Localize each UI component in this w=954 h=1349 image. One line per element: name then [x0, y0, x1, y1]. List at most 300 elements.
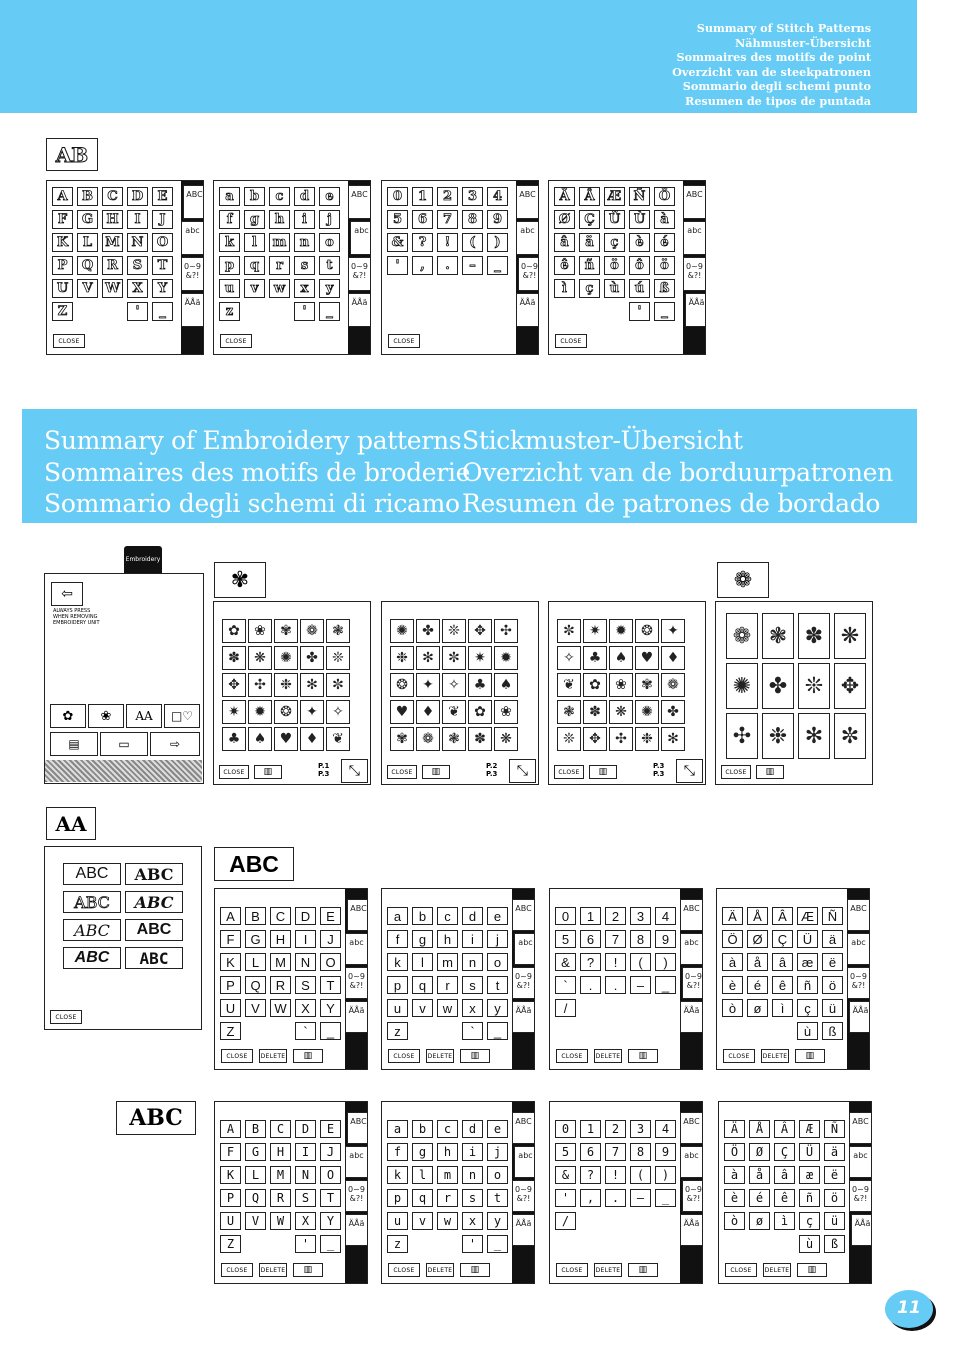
char-key[interactable]: V — [77, 279, 98, 298]
char-key[interactable]: & — [555, 1166, 576, 1184]
char-key[interactable]: b — [412, 1120, 433, 1138]
char-key[interactable]: ä — [824, 1143, 845, 1161]
char-key[interactable]: ç — [797, 999, 818, 1017]
pattern-cell[interactable]: ✣ — [248, 673, 272, 697]
char-key[interactable]: ì — [554, 279, 575, 298]
floral-category-icon[interactable]: ✾ — [214, 562, 266, 598]
char-key[interactable]: – — [630, 1189, 651, 1207]
bouquet-cell[interactable]: ✥ — [834, 663, 866, 709]
pattern-cell[interactable]: ✺ — [635, 700, 659, 724]
tab-0[interactable]: ABC — [347, 899, 368, 931]
pattern-cell[interactable]: ❀ — [248, 619, 272, 643]
pattern-cell[interactable]: ♣ — [468, 673, 492, 697]
char-key[interactable]: ë — [824, 1166, 845, 1184]
char-key[interactable]: m — [269, 233, 290, 252]
memory-icon[interactable]: ▥ — [797, 1263, 827, 1277]
char-key[interactable]: i — [462, 1143, 483, 1161]
char-key[interactable]: I — [295, 930, 316, 948]
char-key[interactable]: ì — [774, 1212, 795, 1230]
pattern-cell[interactable]: ❉ — [635, 727, 659, 751]
char-key[interactable]: Ø — [749, 1143, 770, 1161]
abc-font-button-2[interactable]: ABC — [116, 1101, 196, 1135]
char-key[interactable]: J — [320, 1143, 341, 1161]
pattern-cell[interactable]: ❋ — [609, 700, 633, 724]
char-key[interactable]: N — [295, 1166, 316, 1184]
char-key[interactable]: j — [487, 930, 508, 948]
char-key[interactable]: s — [462, 976, 483, 994]
bouquet-cell[interactable]: ✽ — [798, 613, 830, 659]
tab-3[interactable]: ÄÅä — [348, 293, 370, 327]
char-key[interactable]: â — [554, 233, 575, 252]
char-key[interactable]: P — [220, 1189, 241, 1207]
bouquet-cell[interactable]: ❊ — [798, 663, 830, 709]
memory-icon[interactable]: ▥ — [460, 1263, 490, 1277]
char-key[interactable]: w — [269, 279, 290, 298]
char-key[interactable]: Q — [77, 256, 98, 275]
char-key[interactable]: f — [219, 210, 240, 229]
char-key[interactable]: R — [270, 976, 291, 994]
char-key[interactable]: ` — [295, 1022, 316, 1040]
pattern-cell[interactable]: ✤ — [300, 646, 324, 670]
char-key[interactable]: ç — [579, 279, 600, 298]
char-key[interactable]: , — [580, 1189, 601, 1207]
char-key[interactable]: _ — [487, 256, 508, 275]
pattern-cell[interactable]: ❀ — [494, 700, 518, 724]
char-key[interactable]: ? — [580, 953, 601, 971]
char-key[interactable]: Â — [774, 1120, 795, 1138]
char-key[interactable]: W — [270, 999, 291, 1017]
close-button[interactable]: CLOSE — [554, 765, 584, 779]
char-key[interactable]: U — [52, 279, 73, 298]
char-key[interactable]: ù — [604, 279, 625, 298]
pattern-cell[interactable]: ✤ — [416, 619, 440, 643]
char-key[interactable]: B — [77, 187, 98, 206]
char-key[interactable]: 8 — [462, 210, 483, 229]
char-key[interactable]: v — [412, 1212, 433, 1230]
char-key[interactable]: S — [295, 1189, 316, 1207]
bouquet-category-icon[interactable]: ❁ — [717, 562, 769, 598]
char-key[interactable]: _ — [487, 1235, 508, 1253]
char-key[interactable]: Ö — [722, 930, 743, 948]
close-button[interactable]: CLOSE — [556, 1049, 588, 1063]
delete-button[interactable]: DELETE — [426, 1049, 454, 1063]
close-button[interactable]: CLOSE — [221, 1049, 253, 1063]
char-key[interactable]: M — [270, 1166, 291, 1184]
char-key[interactable]: 3 — [630, 1120, 651, 1138]
char-key[interactable]: Ü — [797, 930, 818, 948]
char-key[interactable]: K — [220, 1166, 241, 1184]
char-key[interactable]: â — [774, 1166, 795, 1184]
delete-button[interactable]: DELETE — [594, 1049, 622, 1063]
ab-font-button[interactable]: AB — [46, 138, 98, 171]
char-key[interactable]: Ä — [722, 907, 743, 925]
close-button[interactable]: CLOSE — [388, 334, 420, 348]
tab-2[interactable]: 0~9 &?! — [348, 257, 370, 291]
tab-3[interactable]: ÄÅä — [680, 1214, 702, 1246]
char-key[interactable]: k — [387, 1166, 408, 1184]
char-key[interactable]: Æ — [799, 1120, 820, 1138]
char-key[interactable]: ù — [799, 1235, 820, 1253]
close-button[interactable]: CLOSE — [556, 1263, 588, 1277]
char-key[interactable]: M — [102, 233, 123, 252]
char-key[interactable]: c — [269, 187, 290, 206]
char-key[interactable]: D — [127, 187, 148, 206]
char-key[interactable]: & — [555, 953, 576, 971]
char-key[interactable]: r — [437, 1189, 458, 1207]
pattern-cell[interactable]: ✾ — [390, 727, 414, 751]
tab-2[interactable]: 0~9 &?! — [849, 1180, 871, 1212]
char-key[interactable]: ß — [822, 1022, 843, 1040]
char-key[interactable]: i — [294, 210, 315, 229]
tab-1[interactable]: abc — [683, 221, 705, 255]
pattern-cell[interactable]: ♣ — [583, 646, 607, 670]
char-key[interactable]: b — [244, 187, 265, 206]
pattern-cell[interactable]: ❂ — [390, 673, 414, 697]
char-key[interactable]: X — [295, 1212, 316, 1230]
delete-button[interactable]: DELETE — [594, 1263, 622, 1277]
char-key[interactable]: _ — [655, 1189, 676, 1207]
char-key[interactable]: x — [294, 279, 315, 298]
char-key[interactable]: ß — [824, 1235, 845, 1253]
char-key[interactable]: & — [387, 233, 408, 252]
char-key[interactable]: j — [319, 210, 340, 229]
char-key[interactable]: B — [245, 1120, 266, 1138]
char-key[interactable]: ë — [822, 953, 843, 971]
char-key[interactable]: B — [245, 907, 266, 925]
char-key[interactable]: E — [152, 187, 173, 206]
char-key[interactable]: ø — [747, 999, 768, 1017]
memory-icon[interactable]: ▥ — [756, 765, 784, 779]
pattern-cell[interactable]: ✹ — [248, 700, 272, 724]
char-key[interactable]: 9 — [487, 210, 508, 229]
char-key[interactable]: Ù — [629, 210, 650, 229]
char-key[interactable]: J — [320, 930, 341, 948]
close-button[interactable]: CLOSE — [723, 1049, 755, 1063]
char-key[interactable]: ê — [774, 1189, 795, 1207]
font-style-button[interactable]: ABC — [125, 947, 183, 969]
char-key[interactable]: 7 — [605, 1143, 626, 1161]
char-key[interactable]: ) — [655, 953, 676, 971]
char-key[interactable]: x — [462, 999, 483, 1017]
tab-1[interactable]: abc — [680, 1146, 702, 1178]
char-key[interactable]: u — [387, 999, 408, 1017]
char-key[interactable]: w — [437, 999, 458, 1017]
char-key[interactable]: ú — [629, 279, 650, 298]
char-key[interactable]: , — [412, 256, 433, 275]
char-key[interactable]: _ — [320, 1022, 341, 1040]
pattern-cell[interactable]: ✷ — [583, 619, 607, 643]
char-key[interactable]: V — [245, 999, 266, 1017]
char-key[interactable]: ? — [580, 1166, 601, 1184]
pattern-cell[interactable]: ❊ — [442, 619, 466, 643]
char-key[interactable]: A — [220, 907, 241, 925]
char-key[interactable]: ò — [722, 999, 743, 1017]
char-key[interactable]: _ — [487, 1022, 508, 1040]
pattern-cell[interactable]: ✣ — [609, 727, 633, 751]
char-key[interactable]: W — [102, 279, 123, 298]
char-key[interactable]: 5 — [555, 930, 576, 948]
char-key[interactable]: ' — [629, 302, 650, 321]
tab-3[interactable]: ÄÅä — [516, 293, 538, 327]
close-button[interactable]: CLOSE — [725, 1263, 757, 1277]
pattern-cell[interactable]: ❂ — [274, 700, 298, 724]
char-key[interactable]: ò — [724, 1212, 745, 1230]
char-key[interactable]: ñ — [579, 256, 600, 275]
char-key[interactable]: J — [152, 210, 173, 229]
tab-2[interactable]: 0~9 &?! — [181, 257, 203, 291]
char-key[interactable]: n — [462, 1166, 483, 1184]
tab-1[interactable]: abc — [345, 933, 367, 965]
tab-0[interactable]: ABC — [847, 899, 869, 931]
char-key[interactable]: l — [412, 1166, 433, 1184]
pattern-cell[interactable]: ✹ — [494, 646, 518, 670]
char-key[interactable]: 4 — [655, 1120, 676, 1138]
bouquet-cell[interactable]: ✻ — [798, 713, 830, 759]
char-key[interactable]: y — [319, 279, 340, 298]
char-key[interactable]: y — [487, 1212, 508, 1230]
close-button[interactable]: CLOSE — [53, 334, 85, 348]
pattern-cell[interactable]: ♥ — [635, 646, 659, 670]
char-key[interactable]: O — [152, 233, 173, 252]
char-key[interactable]: E — [320, 1120, 341, 1138]
embroidery-tab[interactable]: Embroidery — [124, 546, 162, 573]
char-key[interactable]: q — [244, 256, 265, 275]
char-key[interactable]: r — [269, 256, 290, 275]
char-key[interactable]: a — [387, 907, 408, 925]
char-key[interactable]: t — [319, 256, 340, 275]
tab-1[interactable]: abc — [514, 933, 535, 965]
pattern-cell[interactable]: ♥ — [390, 700, 414, 724]
tab-0[interactable]: ABC — [680, 1112, 702, 1144]
close-button[interactable]: CLOSE — [555, 334, 587, 348]
tab-0[interactable]: ABC — [849, 1112, 871, 1144]
char-key[interactable]: d — [462, 907, 483, 925]
char-key[interactable]: 4 — [655, 907, 676, 925]
char-key[interactable]: Ç — [774, 1143, 795, 1161]
pattern-cell[interactable]: ❁ — [661, 673, 685, 697]
char-key[interactable]: h — [437, 1143, 458, 1161]
tab-1[interactable]: abc — [516, 221, 538, 255]
char-key[interactable]: æ — [797, 953, 818, 971]
pattern-cell[interactable]: ❃ — [442, 727, 466, 751]
char-key[interactable]: M — [270, 953, 291, 971]
char-key[interactable]: F — [220, 1143, 241, 1161]
char-key[interactable]: Ü — [799, 1143, 820, 1161]
pattern-cell[interactable]: ♣ — [222, 727, 246, 751]
tab-1[interactable]: abc — [350, 221, 371, 255]
char-key[interactable]: C — [270, 907, 291, 925]
char-key[interactable]: æ — [799, 1166, 820, 1184]
char-key[interactable]: T — [320, 976, 341, 994]
pattern-cell[interactable]: ✤ — [661, 700, 685, 724]
char-key[interactable]: ( — [462, 233, 483, 252]
font-style-button[interactable]: ABC — [125, 919, 183, 941]
close-button[interactable]: CLOSE — [388, 1049, 420, 1063]
char-key[interactable]: 6 — [580, 930, 601, 948]
char-key[interactable]: ' — [462, 1235, 483, 1253]
char-key[interactable]: 8 — [630, 1143, 651, 1161]
char-key[interactable]: p — [387, 1189, 408, 1207]
char-key[interactable]: N — [127, 233, 148, 252]
char-key[interactable]: a — [219, 187, 240, 206]
char-key[interactable]: / — [555, 999, 576, 1017]
memory-icon[interactable]: ▥ — [293, 1263, 323, 1277]
tab-0[interactable]: ABC — [512, 1112, 534, 1144]
pattern-cell[interactable]: ♦ — [300, 727, 324, 751]
char-key[interactable]: w — [437, 1212, 458, 1230]
pattern-cell[interactable]: ❉ — [274, 673, 298, 697]
memory-pocket-icon[interactable]: ▭ — [100, 732, 148, 756]
font-style-button[interactable]: ABC — [125, 863, 183, 885]
tab-3[interactable]: ÄÅä — [849, 1001, 870, 1033]
pattern-cell[interactable]: ✧ — [326, 700, 350, 724]
char-key[interactable]: Ø — [554, 210, 575, 229]
char-key[interactable]: 3 — [462, 187, 483, 206]
bouquet-cell[interactable]: ✺ — [726, 663, 758, 709]
char-key[interactable]: – — [630, 976, 651, 994]
char-key[interactable]: ì — [772, 999, 793, 1017]
aa-font-button[interactable]: AA — [126, 704, 162, 728]
tab-3[interactable]: ÄÅä — [345, 1214, 367, 1246]
pattern-cell[interactable]: ❉ — [390, 646, 414, 670]
pattern-cell[interactable]: ✹ — [609, 619, 633, 643]
char-key[interactable]: t — [487, 1189, 508, 1207]
tab-3[interactable]: ÄÅä — [680, 1001, 702, 1033]
bouquet-cell[interactable]: ❃ — [762, 613, 794, 659]
tab-1[interactable]: abc — [847, 933, 869, 965]
char-key[interactable]: X — [127, 279, 148, 298]
char-key[interactable]: ` — [462, 1022, 483, 1040]
char-key[interactable]: d — [462, 1120, 483, 1138]
char-key[interactable]: ' — [555, 1189, 576, 1207]
pattern-cell[interactable]: ❊ — [326, 646, 350, 670]
char-key[interactable]: N — [295, 953, 316, 971]
char-key[interactable]: ü — [824, 1212, 845, 1230]
font-style-button[interactable]: ABC — [63, 947, 121, 969]
char-key[interactable]: o — [319, 233, 340, 252]
char-key[interactable]: Å — [579, 187, 600, 206]
memory-icon[interactable]: ▥ — [293, 1049, 323, 1063]
char-key[interactable]: . — [580, 976, 601, 994]
tab-0[interactable]: ABC — [516, 185, 538, 219]
char-key[interactable]: Ç — [772, 930, 793, 948]
char-key[interactable]: à — [722, 953, 743, 971]
char-key[interactable]: Å — [747, 907, 768, 925]
char-key[interactable]: Æ — [797, 907, 818, 925]
pattern-cell[interactable]: ❦ — [557, 673, 581, 697]
char-key[interactable]: 3 — [630, 907, 651, 925]
char-key[interactable]: . — [605, 1189, 626, 1207]
char-key[interactable]: x — [462, 1212, 483, 1230]
pattern-cell[interactable]: ✺ — [274, 646, 298, 670]
char-key[interactable]: 8 — [630, 930, 651, 948]
char-key[interactable]: T — [320, 1189, 341, 1207]
char-key[interactable]: ø — [749, 1212, 770, 1230]
tab-2[interactable]: 0~9 &?! — [345, 967, 367, 999]
bouquet-cell[interactable]: ❉ — [762, 713, 794, 759]
char-key[interactable]: C — [270, 1120, 291, 1138]
memory-icon[interactable]: ▥ — [628, 1263, 658, 1277]
char-key[interactable]: l — [412, 953, 433, 971]
char-key[interactable]: K — [220, 953, 241, 971]
tab-3[interactable]: ÄÅä — [512, 1214, 534, 1246]
char-key[interactable]: Ñ — [824, 1120, 845, 1138]
char-key[interactable]: H — [270, 930, 291, 948]
char-key[interactable]: I — [127, 210, 148, 229]
pattern-cell[interactable]: ✿ — [468, 700, 492, 724]
bouquet-cell[interactable]: ❋ — [834, 613, 866, 659]
pattern-cell[interactable]: ✼ — [326, 673, 350, 697]
char-key[interactable]: F — [52, 210, 73, 229]
char-key[interactable]: h — [269, 210, 290, 229]
char-key[interactable]: ñ — [797, 976, 818, 994]
pattern-cell[interactable]: ♥ — [274, 727, 298, 751]
tab-0[interactable]: ABC — [347, 1112, 368, 1144]
bouquet-icon[interactable]: ❀ — [88, 704, 124, 728]
tab-3[interactable]: ÄÅä — [181, 293, 203, 327]
char-key[interactable]: n — [294, 233, 315, 252]
memory-icon[interactable]: ▥ — [254, 765, 282, 779]
bouquet-cell[interactable]: ✼ — [834, 713, 866, 759]
char-key[interactable]: t — [487, 976, 508, 994]
pattern-cell[interactable]: ✣ — [494, 619, 518, 643]
char-key[interactable]: 4 — [487, 187, 508, 206]
pattern-cell[interactable]: ❊ — [557, 727, 581, 751]
char-key[interactable]: O — [320, 953, 341, 971]
char-key[interactable]: ' — [295, 1235, 316, 1253]
delete-button[interactable]: DELETE — [763, 1263, 791, 1277]
char-key[interactable]: 9 — [655, 1143, 676, 1161]
char-key[interactable]: Ø — [747, 930, 768, 948]
tab-3[interactable]: ÄÅä — [685, 293, 706, 327]
char-key[interactable]: 1 — [412, 187, 433, 206]
tab-0[interactable]: ABC — [680, 899, 702, 931]
char-key[interactable]: é — [749, 1189, 770, 1207]
pattern-cell[interactable]: ✽ — [583, 700, 607, 724]
char-key[interactable]: d — [294, 187, 315, 206]
char-key[interactable]: ß — [654, 279, 675, 298]
char-key[interactable]: e — [319, 187, 340, 206]
tab-3[interactable]: ÄÅä — [851, 1214, 872, 1246]
tab-0[interactable]: ABC — [183, 185, 204, 219]
char-key[interactable]: Y — [152, 279, 173, 298]
char-key[interactable]: ( — [630, 953, 651, 971]
char-key[interactable]: D — [295, 1120, 316, 1138]
char-key[interactable]: W — [270, 1212, 291, 1230]
tab-2[interactable]: 0~9 &?! — [512, 1180, 534, 1212]
char-key[interactable]: H — [102, 210, 123, 229]
char-key[interactable]: o — [487, 953, 508, 971]
pattern-cell[interactable]: ✧ — [557, 646, 581, 670]
close-button[interactable]: CLOSE — [220, 334, 252, 348]
pattern-cell[interactable]: ✻ — [416, 646, 440, 670]
tab-2[interactable]: 0~9 &?! — [512, 967, 534, 999]
char-key[interactable]: z — [219, 302, 240, 321]
char-key[interactable]: m — [437, 1166, 458, 1184]
char-key[interactable]: Q — [245, 976, 266, 994]
pattern-cell[interactable]: ♦ — [661, 646, 685, 670]
char-key[interactable]: f — [387, 930, 408, 948]
char-key[interactable]: g — [244, 210, 265, 229]
char-key[interactable]: é — [747, 976, 768, 994]
bouquet-cell[interactable]: ❁ — [726, 613, 758, 659]
char-key[interactable]: Ä — [724, 1120, 745, 1138]
char-key[interactable]: ä — [822, 930, 843, 948]
char-key[interactable]: X — [295, 999, 316, 1017]
delete-button[interactable]: DELETE — [259, 1049, 287, 1063]
pc-link-icon[interactable]: ⇨ — [150, 732, 200, 756]
pattern-cell[interactable]: ✧ — [442, 673, 466, 697]
